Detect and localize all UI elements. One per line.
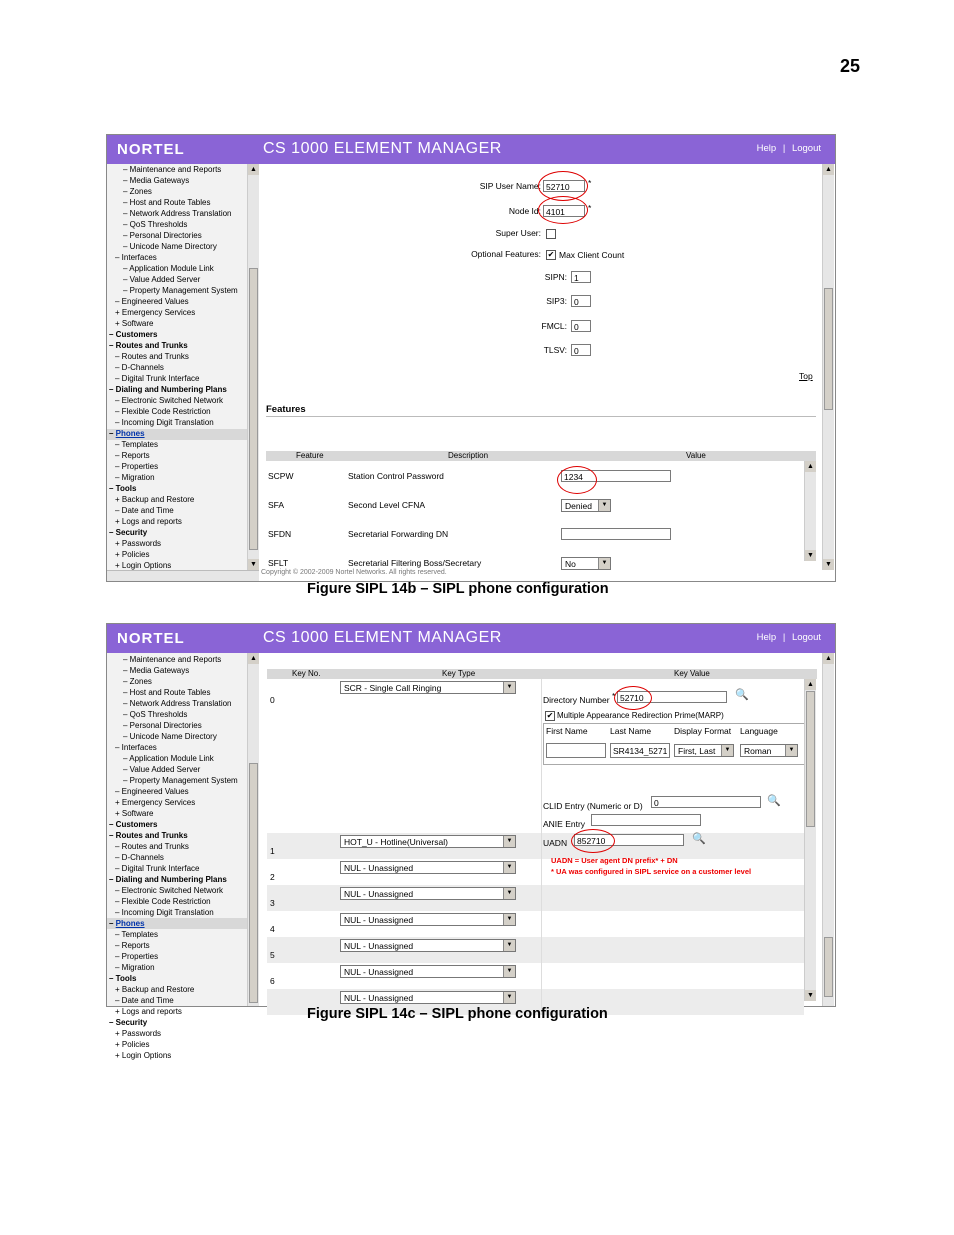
nav-item[interactable]: – Interfaces — [115, 253, 157, 262]
nav-item[interactable]: – QoS Thresholds — [123, 710, 188, 719]
app-title: CS 1000 ELEMENT MANAGER — [263, 140, 502, 157]
sip3-label: SIP3: — [546, 296, 567, 306]
required-mark: * — [612, 691, 616, 701]
nav-item[interactable]: – Dialing and Numbering Plans — [109, 385, 227, 394]
key-number: 1 — [270, 846, 275, 856]
nav-item[interactable]: – Incoming Digit Translation — [115, 418, 214, 427]
nav-item[interactable]: – Migration — [115, 473, 155, 482]
required-mark: * — [588, 178, 592, 188]
feature-description: Second Level CFNA — [348, 500, 426, 510]
feature-description: Station Control Password — [348, 471, 444, 481]
link-separator: | — [782, 143, 786, 154]
logout-link[interactable]: Logout — [791, 632, 821, 643]
nav-item[interactable]: – Network Address Translation — [123, 209, 232, 218]
scroll-thumb[interactable] — [806, 691, 815, 827]
nav-item[interactable]: – Migration — [115, 963, 155, 972]
nav-item[interactable]: + Software — [115, 319, 154, 328]
key-type-select[interactable] — [340, 913, 516, 926]
nav-item[interactable]: + Policies — [115, 550, 150, 559]
scroll-down-icon[interactable]: ▼ — [805, 550, 816, 561]
column-divider — [541, 885, 542, 911]
column-divider — [541, 859, 542, 885]
max-client-checkbox[interactable]: ✔ — [547, 250, 555, 259]
scroll-up-icon[interactable]: ▲ — [248, 164, 259, 175]
tlsv-input[interactable]: 0 — [571, 344, 591, 356]
feature-description: Secretarial Filtering Boss/Secretary — [348, 558, 482, 568]
tlsv-label: TLSV: — [543, 345, 567, 355]
display-format-label: Display Format — [674, 726, 732, 736]
key-type-value: HOT_U - Hotline(Universal) — [344, 837, 448, 847]
key-type-value: NUL - Unassigned — [344, 993, 414, 1003]
uadn-note: UADN = User agent DN prefix* + DN — [551, 856, 678, 865]
key-type-value: NUL - Unassigned — [344, 889, 414, 899]
language-value: Roman — [744, 746, 772, 756]
last-name-input[interactable]: SR4134_5271 — [610, 743, 670, 758]
nav-item[interactable]: – Dialing and Numbering Plans — [109, 875, 227, 884]
nav-item[interactable]: + Login Options — [115, 1051, 172, 1060]
nav-item[interactable]: – Interfaces — [115, 743, 157, 752]
main-scrollbar[interactable] — [822, 164, 834, 570]
key-number: 2 — [270, 872, 275, 882]
nav-item[interactable]: – Properties — [115, 952, 159, 961]
help-link[interactable]: Help — [756, 143, 777, 154]
app-header — [107, 135, 835, 164]
features-scrollbar[interactable] — [804, 461, 816, 561]
key-type-value: NUL - Unassigned — [344, 915, 414, 925]
nav-item[interactable]: – Personal Directories — [123, 721, 202, 730]
nav-item[interactable]: + Backup and Restore — [115, 495, 195, 504]
col-key-type: Key Type — [442, 669, 476, 678]
anie-label: ANIE Entry — [543, 819, 586, 829]
nav-item[interactable]: – Incoming Digit Translation — [115, 908, 214, 917]
figure-caption: Figure SIPL 14c – SIPL phone configuration — [307, 1006, 608, 1022]
highlight-circle — [571, 829, 615, 853]
main-scrollbar[interactable] — [822, 653, 834, 1006]
column-divider — [541, 937, 542, 963]
name-box — [543, 723, 805, 765]
key-number: 6 — [270, 976, 275, 986]
nav-item[interactable]: – Zones — [123, 677, 152, 686]
nav-item[interactable]: – Network Address Translation — [123, 699, 232, 708]
nav-item[interactable]: – Security — [109, 1018, 148, 1027]
key-row — [267, 833, 804, 859]
last-name-label: Last Name — [610, 726, 652, 736]
feature-description: Secretarial Forwarding DN — [348, 529, 449, 539]
chevron-down-icon[interactable]: ▼ — [503, 888, 515, 899]
search-icon[interactable]: 🔍 — [735, 689, 749, 701]
key-header-row — [267, 669, 817, 679]
nav-scrollbar[interactable] — [247, 653, 259, 1006]
key-panel — [267, 669, 817, 1006]
key-type-select[interactable] — [340, 965, 516, 978]
nav-panel — [107, 653, 247, 1060]
super-user-checkbox[interactable] — [546, 229, 556, 239]
nav-item[interactable]: – Maintenance and Reports — [123, 165, 222, 174]
search-icon[interactable]: 🔍 — [692, 833, 706, 845]
header-links — [755, 143, 823, 154]
key-row — [267, 911, 804, 937]
nav-item[interactable]: – Templates — [115, 440, 158, 449]
feature-value: Denied — [565, 501, 592, 511]
feature-input[interactable]: 1234 — [561, 470, 671, 482]
nav-item[interactable]: – Engineered Values — [115, 297, 189, 306]
column-divider — [541, 963, 542, 989]
first-name-input[interactable] — [546, 743, 606, 758]
nav-item[interactable]: – Property Management System — [123, 286, 238, 295]
nav-item[interactable]: – Host and Route Tables — [123, 198, 211, 207]
key-number: 4 — [270, 924, 275, 934]
chevron-down-icon[interactable]: ▼ — [503, 914, 515, 925]
nav-item[interactable]: – Value Added Server — [123, 275, 201, 284]
scroll-up-icon[interactable]: ▲ — [805, 461, 816, 472]
scroll-down-icon[interactable]: ▼ — [805, 990, 816, 1001]
directory-number-input[interactable]: 52710 — [617, 691, 727, 703]
nav-item[interactable]: – Reports — [115, 941, 150, 950]
nav-item[interactable]: – Properties — [115, 462, 159, 471]
nav-item[interactable]: – Digital Trunk Interface — [115, 864, 200, 873]
chevron-down-icon[interactable]: ▼ — [503, 682, 515, 693]
nav-item[interactable]: + Passwords — [115, 1029, 162, 1038]
scroll-thumb[interactable] — [249, 268, 258, 550]
chevron-down-icon[interactable]: ▼ — [598, 500, 610, 511]
nav-item[interactable]: – Zones — [123, 187, 152, 196]
nav-item[interactable]: + Login Options — [115, 561, 172, 570]
col-value: Value — [686, 451, 706, 460]
nav-item[interactable]: – Unicode Name Directory — [123, 242, 217, 251]
key-row — [267, 963, 804, 989]
key-number: 5 — [270, 950, 275, 960]
key-type-value: SCR - Single Call Ringing — [344, 683, 442, 693]
nav-item[interactable]: – QoS Thresholds — [123, 220, 188, 229]
nav-item[interactable]: – Flexible Code Restriction — [115, 407, 211, 416]
feature-input[interactable] — [561, 528, 671, 540]
nav-item[interactable]: – Unicode Name Directory — [123, 732, 217, 741]
nav-item[interactable]: – Electronic Switched Network — [115, 396, 224, 405]
col-key-no: Key No. — [292, 669, 321, 678]
key-type-select[interactable] — [340, 861, 516, 874]
nav-item[interactable]: – Application Module Link — [123, 754, 214, 763]
sip3-input[interactable]: 0 — [571, 295, 591, 307]
language-label: Language — [740, 726, 778, 736]
feature-select[interactable] — [561, 557, 611, 570]
scroll-up-icon[interactable]: ▲ — [248, 653, 259, 664]
main-panel — [261, 164, 821, 581]
chevron-down-icon[interactable]: ▼ — [721, 745, 733, 756]
nav-item[interactable]: – Routes and Trunks — [109, 341, 188, 350]
nav-item[interactable]: – Security — [109, 528, 148, 537]
nav-item[interactable]: – Engineered Values — [115, 787, 189, 796]
clid-input[interactable]: 0 — [651, 796, 761, 808]
features-heading: Features — [266, 404, 306, 415]
feature-select[interactable] — [561, 499, 611, 512]
feature-value: No — [565, 559, 576, 569]
nav-item[interactable]: – Templates — [115, 930, 158, 939]
key-number: 3 — [270, 898, 275, 908]
uadn-input[interactable]: 852710 — [574, 834, 684, 846]
scroll-thumb[interactable] — [824, 937, 833, 997]
sip-user-name-input[interactable]: 52710 — [543, 180, 585, 192]
nav-tree — [107, 164, 247, 572]
fmcl-label: FMCL: — [541, 321, 567, 331]
column-divider — [541, 833, 542, 859]
required-mark: * — [588, 203, 592, 213]
clid-label: CLID Entry (Numeric or D) — [543, 801, 643, 811]
scroll-up-icon[interactable]: ▲ — [823, 653, 834, 664]
nav-item-label[interactable]: Phones — [115, 919, 145, 928]
col-description: Description — [448, 451, 489, 460]
nav-item-label[interactable]: Phones — [115, 429, 145, 438]
page-number: 25 — [839, 56, 860, 76]
nav-item[interactable]: – Flexible Code Restriction — [115, 897, 211, 906]
chevron-down-icon[interactable]: ▼ — [503, 940, 515, 951]
nav-item[interactable]: – Routes and Trunks — [115, 842, 189, 851]
key-type-select[interactable] — [340, 835, 516, 848]
nav-item[interactable]: – D-Channels — [115, 853, 164, 862]
uadn-label: UADN — [543, 838, 568, 848]
nav-item[interactable]: + Logs and reports — [115, 517, 182, 526]
scroll-down-icon[interactable]: ▼ — [248, 559, 259, 570]
col-key-value: Key Value — [674, 669, 710, 678]
figure-caption: Figure SIPL 14b – SIPL phone configuration — [307, 581, 609, 597]
nav-scrollbar[interactable] — [247, 164, 259, 570]
nav-item[interactable]: – Property Management System — [123, 776, 238, 785]
sipn-input[interactable]: 1 — [571, 271, 591, 283]
nortel-logo: NORTEL — [117, 141, 185, 158]
chevron-down-icon[interactable]: ▼ — [785, 745, 797, 756]
nav-item[interactable]: – Customers — [109, 330, 158, 339]
nortel-logo: NORTEL — [117, 630, 185, 647]
nav-item[interactable]: – Tools — [109, 484, 137, 493]
key-type-select[interactable] — [340, 991, 516, 1004]
scroll-up-icon[interactable]: ▲ — [823, 164, 834, 175]
sipn-label: SIPN: — [544, 272, 567, 282]
nav-panel — [107, 164, 247, 570]
nav-item[interactable]: – Host and Route Tables — [123, 688, 211, 697]
first-name-label: First Name — [546, 726, 588, 736]
nav-item[interactable]: + Emergency Services — [115, 798, 196, 807]
nav-item[interactable]: – D-Channels — [115, 363, 164, 372]
nav-item[interactable]: + Policies — [115, 1040, 150, 1049]
key-type-select[interactable] — [340, 887, 516, 900]
help-link[interactable]: Help — [756, 632, 777, 643]
display-format-select[interactable] — [674, 744, 734, 757]
scroll-up-icon[interactable]: ▲ — [805, 679, 816, 690]
nav-item[interactable]: – Media Gateways — [123, 176, 190, 185]
nav-item[interactable]: – Electronic Switched Network — [115, 886, 224, 895]
key-type-select[interactable] — [340, 939, 516, 952]
features-header-row — [266, 451, 816, 461]
copyright: Copyright © 2002-2009 Nortel Networks. All rights reserved. — [261, 569, 447, 576]
nav-item[interactable]: + Software — [115, 809, 154, 818]
key-row — [267, 937, 804, 963]
key-type-value: NUL - Unassigned — [344, 941, 414, 951]
node-id-input[interactable]: 4101 — [543, 205, 585, 217]
nav-item[interactable]: + Passwords — [115, 539, 162, 548]
nav-item[interactable]: – Reports — [115, 451, 150, 460]
nav-item[interactable]: – Date and Time — [115, 506, 174, 515]
super-user-label: Super User: — [495, 228, 541, 238]
search-icon[interactable]: 🔍 — [767, 795, 781, 807]
nav-hscrollbar[interactable] — [107, 570, 259, 581]
nav-item[interactable]: – Media Gateways — [123, 666, 190, 675]
nav-item[interactable]: + Logs and reports — [115, 1007, 182, 1016]
key-type-value: NUL - Unassigned — [344, 863, 414, 873]
feature-code: SFLT — [268, 558, 289, 568]
nav-item[interactable]: – Routes and Trunks — [109, 831, 188, 840]
feature-code: SFDN — [268, 529, 292, 539]
divider — [266, 416, 816, 417]
nav-item[interactable]: – Date and Time — [115, 996, 174, 1005]
chevron-down-icon[interactable]: ▼ — [503, 836, 515, 847]
screenshot-sipl-14b — [106, 134, 836, 582]
top-link[interactable]: Top — [799, 371, 813, 381]
scroll-thumb[interactable] — [249, 763, 258, 1003]
col-feature: Feature — [296, 451, 324, 460]
scroll-thumb[interactable] — [824, 288, 833, 410]
feature-code: SFA — [268, 500, 285, 510]
nav-item[interactable]: – Digital Trunk Interface — [115, 374, 200, 383]
highlight-circle — [614, 686, 652, 710]
fmcl-input[interactable]: 0 — [571, 320, 591, 332]
ua-note: * UA was configured in SIPL service on a customer level — [551, 867, 752, 876]
scroll-down-icon[interactable]: ▼ — [823, 559, 834, 570]
nav-item[interactable]: – Phones — [107, 429, 247, 440]
display-format-value: First, Last — [678, 746, 716, 756]
marp-checkbox[interactable]: ✔ — [546, 711, 554, 720]
logout-link[interactable]: Logout — [791, 143, 821, 154]
chevron-down-icon[interactable]: ▼ — [503, 992, 515, 1003]
nav-item[interactable]: – Personal Directories — [123, 231, 202, 240]
nav-item[interactable]: – Customers — [109, 820, 158, 829]
highlight-circle — [557, 466, 597, 494]
nav-tree — [107, 653, 247, 1061]
nav-item[interactable]: – Application Module Link — [123, 264, 214, 273]
app-header — [107, 624, 835, 653]
max-client-label: Max Client Count — [559, 250, 625, 260]
feature-code: SCPW — [268, 471, 294, 481]
key-number: 0 — [270, 695, 275, 705]
nav-item[interactable]: – Routes and Trunks — [115, 352, 189, 361]
nav-item[interactable]: – Phones — [107, 918, 247, 929]
column-divider — [541, 679, 542, 833]
anie-input[interactable] — [591, 814, 701, 826]
nav-item[interactable]: + Backup and Restore — [115, 985, 195, 994]
header-links — [755, 632, 823, 643]
language-select[interactable] — [740, 744, 798, 757]
nav-item[interactable]: – Value Added Server — [123, 765, 201, 774]
node-id-label: Node Id: — [508, 206, 541, 216]
link-separator: | — [782, 632, 786, 643]
chevron-down-icon[interactable]: ▼ — [503, 966, 515, 977]
app-title: CS 1000 ELEMENT MANAGER — [263, 629, 502, 646]
chevron-down-icon[interactable]: ▼ — [503, 862, 515, 873]
chevron-down-icon[interactable]: ▼ — [598, 558, 610, 569]
keys-scrollbar[interactable] — [804, 679, 816, 1001]
highlight-circle — [538, 196, 588, 224]
key-type-value: NUL - Unassigned — [344, 967, 414, 977]
nav-item[interactable]: – Tools — [109, 974, 137, 983]
sip-user-name-label: SIP User Name: — [479, 181, 541, 191]
nav-item[interactable]: – Maintenance and Reports — [123, 655, 222, 664]
directory-number-label: Directory Number — [543, 695, 610, 705]
marp-label: Multiple Appearance Redirection Prime(MARP) — [557, 711, 724, 720]
column-divider — [541, 911, 542, 937]
nav-item[interactable]: + Emergency Services — [115, 308, 196, 317]
optional-features-label: Optional Features: — [471, 249, 541, 259]
key-row — [267, 885, 804, 911]
key-type-select[interactable] — [340, 681, 516, 694]
